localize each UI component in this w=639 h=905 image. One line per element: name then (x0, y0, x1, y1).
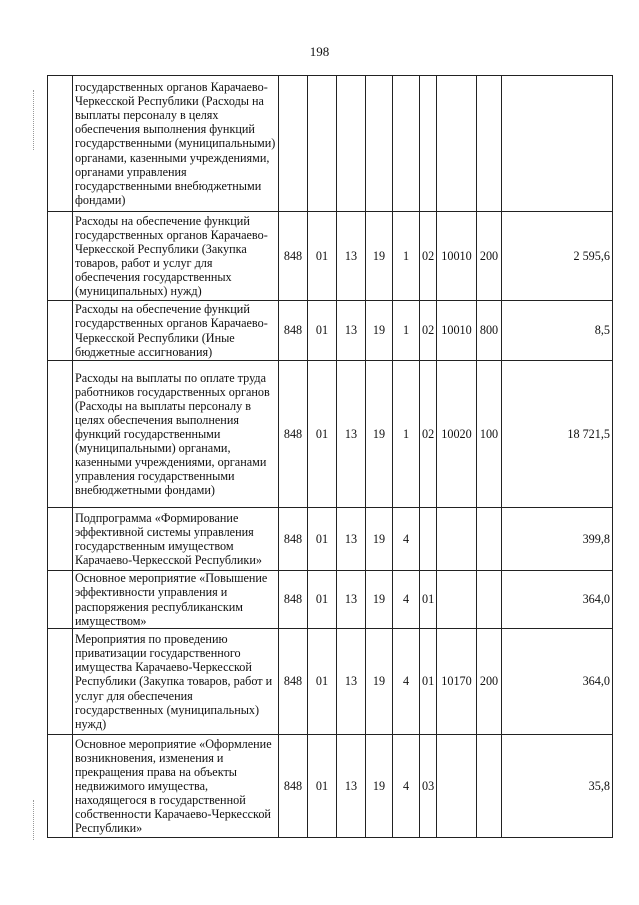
table-row (48, 735, 613, 838)
expense-name-cell: государственных органов Карачаево-Черкесской Республики (Расходы на выплаты персоналу в целях обеспечения выполнения функций государственными (муниципальными) органами, казенными учреждениями, органами управления государственными внебюджетными фондами) (73, 76, 279, 212)
blank-cell (48, 571, 73, 629)
blank-cell (48, 301, 73, 361)
code-cell-ved: 848 (279, 301, 308, 361)
code-cell-ved: 848 (279, 629, 308, 735)
code-cell-gp: 19 (366, 508, 393, 571)
expense-name-cell: Основное мероприятие «Оформление возникновения, изменения и прекращения права на объекты недвижимого имущества, находящегося в государственной собственности Карачаево-Черкесской Республики» (73, 735, 279, 838)
code-cell-rz: 01 (308, 212, 337, 301)
amount-cell: 364,0 (502, 629, 613, 735)
code-cell-ved: 848 (279, 212, 308, 301)
code-cell-nr (437, 508, 477, 571)
code-cell-pr (337, 76, 366, 212)
code-cell-nr (437, 735, 477, 838)
code-cell-pp: 1 (393, 361, 420, 508)
code-cell-pp: 1 (393, 301, 420, 361)
table-row (48, 571, 613, 629)
code-cell-rz (308, 76, 337, 212)
code-cell-rz: 01 (308, 301, 337, 361)
code-cell-pp: 4 (393, 508, 420, 571)
blank-cell (48, 629, 73, 735)
code-cell-vr (477, 508, 502, 571)
code-cell-om: 01 (420, 629, 437, 735)
code-cell-vr (477, 735, 502, 838)
blank-cell (48, 212, 73, 301)
code-cell-vr: 200 (477, 212, 502, 301)
code-cell-gp: 19 (366, 212, 393, 301)
code-cell-om: 02 (420, 212, 437, 301)
blank-cell (48, 76, 73, 212)
code-cell-pp: 4 (393, 571, 420, 629)
code-cell-om (420, 76, 437, 212)
table-row (48, 76, 613, 212)
table-row (48, 508, 613, 571)
code-cell-gp: 19 (366, 735, 393, 838)
amount-cell: 35,8 (502, 735, 613, 838)
code-cell-nr: 10170 (437, 629, 477, 735)
table-row (48, 212, 613, 301)
code-cell-gp (366, 76, 393, 212)
code-cell-gp: 19 (366, 301, 393, 361)
code-cell-vr: 800 (477, 301, 502, 361)
code-cell-pr: 13 (337, 735, 366, 838)
code-cell-pr: 13 (337, 361, 366, 508)
code-cell-vr (477, 76, 502, 212)
code-cell-pr: 13 (337, 571, 366, 629)
expense-name-cell: Расходы на выплаты по оплате труда работников государственных органов (Расходы на выплаты персоналу в целях обеспечения выполнения функций государственными (муниципальными) органами, казенными учреждениями, органами управления государственными внебюджетными фондами) (73, 361, 279, 508)
code-cell-rz: 01 (308, 508, 337, 571)
amount-cell: 364,0 (502, 571, 613, 629)
code-cell-nr: 10010 (437, 212, 477, 301)
code-cell-pr: 13 (337, 508, 366, 571)
code-cell-vr (477, 571, 502, 629)
code-cell-nr (437, 76, 477, 212)
page-number: 198 (309, 44, 330, 59)
amount-cell: 2 595,6 (502, 212, 613, 301)
expense-name-cell: Расходы на обеспечение функций государственных органов Карачаево-Черкесской Республики (Иные бюджетные ассигнования) (73, 301, 279, 361)
code-cell-rz: 01 (308, 571, 337, 629)
code-cell-vr: 200 (477, 629, 502, 735)
table-row (48, 361, 613, 508)
code-cell-pr: 13 (337, 629, 366, 735)
code-cell-om: 03 (420, 735, 437, 838)
code-cell-om: 02 (420, 301, 437, 361)
margin-mark (33, 800, 36, 840)
code-cell-vr: 100 (477, 361, 502, 508)
blank-cell (48, 735, 73, 838)
table-row (48, 629, 613, 735)
code-cell-ved: 848 (279, 571, 308, 629)
table-row (48, 301, 613, 361)
code-cell-pr: 13 (337, 301, 366, 361)
expense-name-cell: Мероприятия по проведению приватизации государственного имущества Карачаево-Черкесской Республики (Закупка товаров, работ и услуг для обеспечения государственных (муниципальных) нужд) (73, 629, 279, 735)
code-cell-pp: 4 (393, 629, 420, 735)
code-cell-nr: 10010 (437, 301, 477, 361)
blank-cell (48, 508, 73, 571)
code-cell-pp (393, 76, 420, 212)
code-cell-nr: 10020 (437, 361, 477, 508)
code-cell-gp: 19 (366, 361, 393, 508)
code-cell-rz: 01 (308, 735, 337, 838)
code-cell-pp: 1 (393, 212, 420, 301)
amount-cell (502, 76, 613, 212)
code-cell-rz: 01 (308, 361, 337, 508)
code-cell-gp: 19 (366, 629, 393, 735)
expense-name-cell: Расходы на обеспечение функций государственных органов Карачаево-Черкесской Республики (Закупка товаров, работ и услуг для обеспечения государственных (муниципальных) нужд) (73, 212, 279, 301)
code-cell-ved: 848 (279, 508, 308, 571)
code-cell-nr (437, 571, 477, 629)
code-cell-rz: 01 (308, 629, 337, 735)
amount-cell: 18 721,5 (502, 361, 613, 508)
expense-name-cell: Подпрограмма «Формирование эффективной системы управления государственным имуществом Карачаево-Черкесской Республики» (73, 508, 279, 571)
code-cell-om: 01 (420, 571, 437, 629)
code-cell-ved: 848 (279, 735, 308, 838)
margin-mark (33, 90, 36, 150)
code-cell-om (420, 508, 437, 571)
amount-cell: 399,8 (502, 508, 613, 571)
code-cell-ved: 848 (279, 361, 308, 508)
blank-cell (48, 361, 73, 508)
code-cell-pp: 4 (393, 735, 420, 838)
budget-table (47, 75, 613, 838)
code-cell-gp: 19 (366, 571, 393, 629)
code-cell-ved (279, 76, 308, 212)
expense-name-cell: Основное мероприятие «Повышение эффективности управления и распоряжения республиканским имуществом» (73, 571, 279, 629)
amount-cell: 8,5 (502, 301, 613, 361)
code-cell-om: 02 (420, 361, 437, 508)
code-cell-pr: 13 (337, 212, 366, 301)
